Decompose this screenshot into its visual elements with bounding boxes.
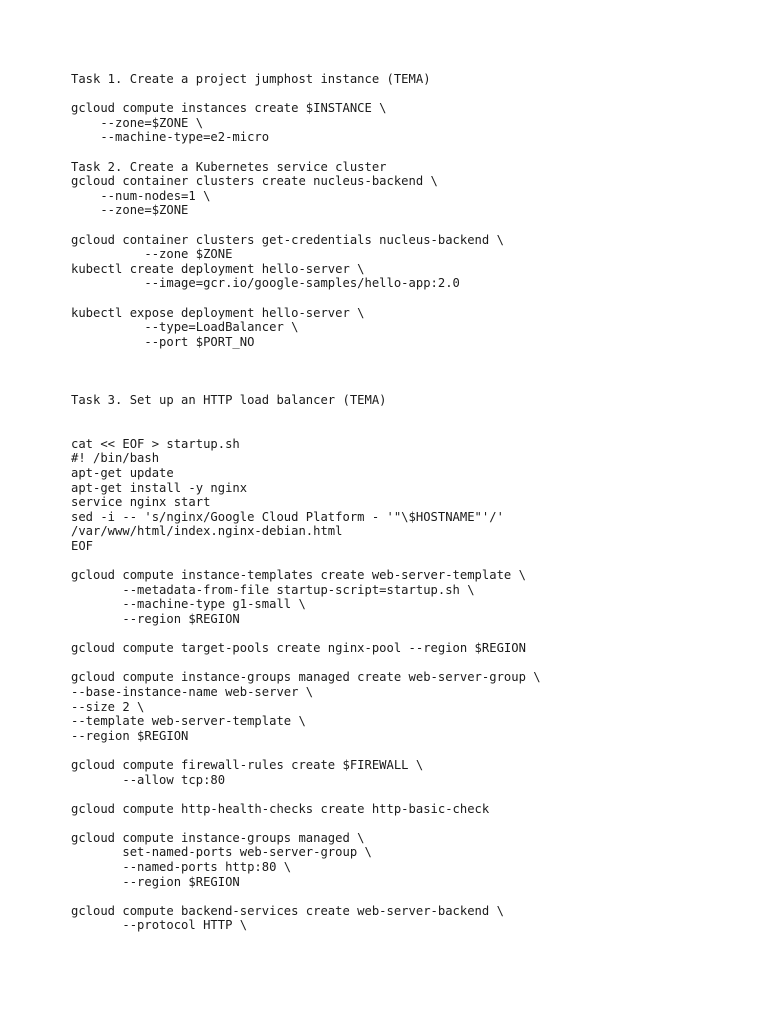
code-line: --protocol HTTP \ (71, 918, 248, 933)
code-line: gcloud compute instance-groups managed \ (71, 830, 365, 845)
code-line: gcloud container clusters create nucleus-backend \ (71, 174, 438, 189)
blank-line (71, 291, 741, 306)
code-line: set-named-ports web-server-group \ (71, 845, 372, 860)
code-line: gcloud container clusters get-credentials nucleus-backend \ (71, 232, 504, 247)
code-line: --size 2 \ (71, 699, 145, 714)
code-line: --named-ports http:80 \ (71, 860, 292, 875)
code-line: gcloud compute instance-templates create web-server-template \ (71, 568, 526, 583)
blank-line (71, 656, 741, 671)
code-line: --allow tcp:80 (71, 772, 226, 787)
blank-line (71, 408, 741, 423)
blank-line (71, 743, 741, 758)
code-line: --num-nodes=1 \ (71, 188, 211, 203)
code-line: --base-instance-name web-server \ (71, 684, 314, 699)
code-line: --port $PORT_NO (71, 334, 255, 349)
code-line: gcloud compute instances create $INSTANCE \ (71, 101, 387, 116)
code-line: sed -i -- 's/nginx/Google Cloud Platform - '"\$HOSTNAME"'/' (71, 509, 504, 524)
code-line: --machine-type=e2-micro (71, 130, 270, 145)
code-line: --region $REGION (71, 611, 240, 626)
blank-line (71, 349, 741, 364)
code-line: --zone=$ZONE (71, 203, 189, 218)
code-line: --zone=$ZONE \ (71, 115, 204, 130)
blank-line (71, 816, 741, 831)
code-line: apt-get install -y nginx (71, 480, 248, 495)
code-line: kubectl create deployment hello-server \ (71, 261, 365, 276)
code-line: gcloud compute http-health-checks create http-basic-check (71, 801, 490, 816)
code-line: /var/www/html/index.nginx-debian.html (71, 524, 343, 539)
code-line: --image=gcr.io/google-samples/hello-app:2.0 (71, 276, 460, 291)
blank-line (71, 554, 741, 569)
blank-line (71, 422, 741, 437)
code-line: gcloud compute instance-groups managed create web-server-group \ (71, 670, 541, 685)
code-line: service nginx start (71, 495, 211, 510)
blank-line (71, 87, 741, 102)
code-line: --machine-type g1-small \ (71, 597, 306, 612)
blank-line (71, 787, 741, 802)
blank-line (71, 378, 741, 393)
code-line: --template web-server-template \ (71, 714, 306, 729)
code-line: --region $REGION (71, 874, 240, 889)
blank-line (71, 218, 741, 233)
code-line: gcloud compute firewall-rules create $FIREWALL \ (71, 757, 424, 772)
code-line: EOF (71, 539, 94, 553)
code-line: Task 2. Create a Kubernetes service cluster (71, 159, 387, 174)
code-line: Task 3. Set up an HTTP load balancer (TEMA) (71, 393, 387, 408)
blank-line (71, 627, 741, 642)
code-line: --metadata-from-file startup-script=startup.sh \ (71, 582, 475, 597)
code-line: apt-get update (71, 466, 174, 481)
code-line: --zone $ZONE (71, 247, 233, 262)
code-document (71, 72, 741, 933)
code-line: --type=LoadBalancer \ (71, 320, 299, 335)
blank-line (71, 364, 741, 379)
blank-line (71, 145, 741, 160)
code-line: kubectl expose deployment hello-server \ (71, 305, 365, 320)
blank-line (71, 889, 741, 904)
code-line: #! /bin/bash (71, 451, 160, 466)
code-line: gcloud compute target-pools create nginx-pool --region $REGION (71, 641, 526, 656)
code-line: Task 1. Create a project jumphost instance (TEMA) (71, 72, 431, 86)
code-line: --region $REGION (71, 728, 189, 743)
code-line: gcloud compute backend-services create web-server-backend \ (71, 903, 504, 918)
code-line: cat << EOF > startup.sh (71, 436, 240, 451)
